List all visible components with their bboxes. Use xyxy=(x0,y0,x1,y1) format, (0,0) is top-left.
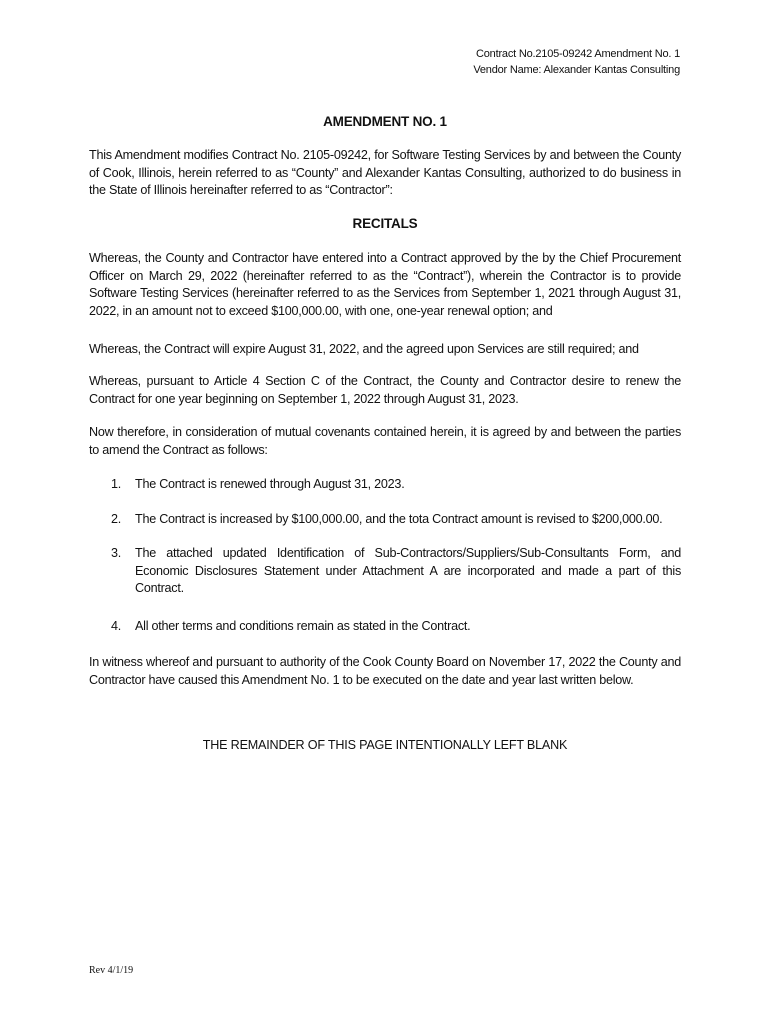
revision-footer: Rev 4/1/19 xyxy=(89,965,134,976)
now-therefore-paragraph: Now therefore, in consideration of mutual covenants contained herein, it is agreed by and between the parties to amend the Contract as follows: xyxy=(89,425,681,457)
document-header xyxy=(473,46,680,78)
recital-paragraph: Whereas, pursuant to Article 4 Section C of the Contract, the County and Contractor desire to renew the Contract for one year beginning on September 1, 2022 through August 31, 2023. xyxy=(89,374,681,406)
recital-paragraph: Whereas, the Contract will expire August 31, 2022, and the agreed upon Services are still required; and xyxy=(89,342,639,356)
list-item-text: The Contract is increased by $100,000.00, and the tota Contract amount is revised to $200,000.00. xyxy=(135,512,663,526)
blank-page-note: THE REMAINDER OF THIS PAGE INTENTIONALLY LEFT BLANK xyxy=(202,738,568,752)
list-item-number: 1. xyxy=(111,477,122,491)
recitals-heading: RECITALS xyxy=(352,216,418,231)
amendment-title: AMENDMENT NO. 1 xyxy=(323,114,447,129)
list-item-number: 4. xyxy=(111,619,122,633)
witness-paragraph: In witness whereof and pursuant to authority of the Cook County Board on November 17, 2022 the County and Contractor have caused this Amendment No. 1 to be executed on the date and year last written below. xyxy=(89,655,681,687)
header-vendor-name: Vendor Name: Alexander Kantas Consulting xyxy=(473,64,680,76)
list-item-text: The attached updated Identification of Sub-Contractors/Suppliers/Sub-Consultants Form, and Economic Disclosures Statement under Attachment A are incorporated and made a part of this Contract. xyxy=(135,546,681,595)
recital-paragraph: Whereas, the County and Contractor have entered into a Contract approved by the by the Chief Procurement Officer on March 29, 2022 (hereinafter referred to as the “Contract”), wherein the Contractor is to provide Software Testing Services (hereinafter referred to as the Services from September 1, 2021 through August 31, 2022, in an amount not to exceed $100,000.00, with one, one-year renewal option; and xyxy=(89,251,681,318)
list-item-text: All other terms and conditions remain as stated in the Contract. xyxy=(135,619,471,633)
header-contract-number: Contract No.2105-09242 Amendment No. 1 xyxy=(476,48,680,60)
intro-paragraph: This Amendment modifies Contract No. 2105-09242, for Software Testing Services by and between the County of Cook, Illinois, herein referred to as “County” and Alexander Kantas Consulting, authorized to do business in the State of Illinois hereinafter referred to as “Contractor”: xyxy=(89,148,681,197)
list-item-number: 2. xyxy=(111,512,122,526)
list-item-text: The Contract is renewed through August 31, 2023. xyxy=(135,477,405,491)
list-item-number: 3. xyxy=(111,546,122,560)
